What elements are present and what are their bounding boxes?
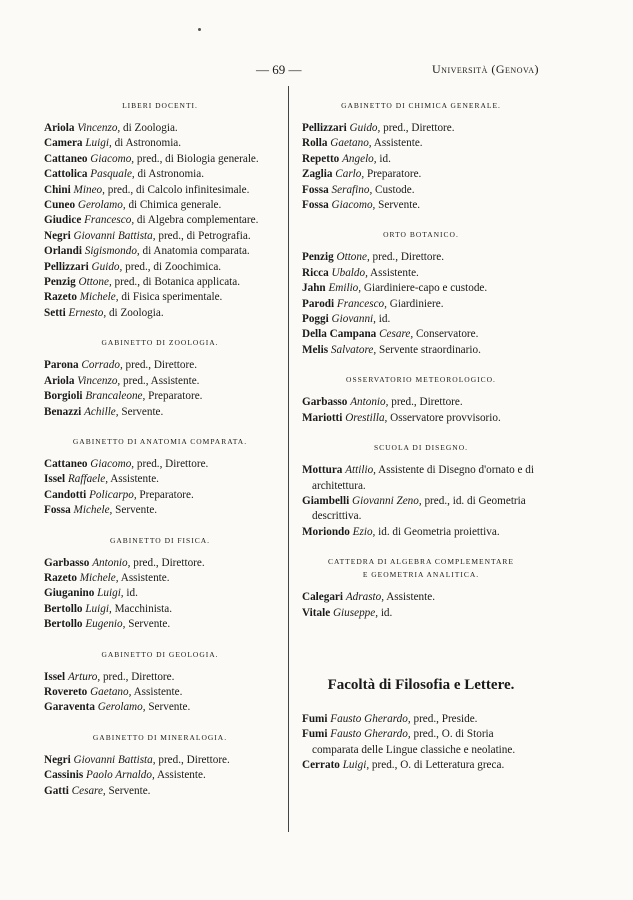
list-item: [44, 685, 276, 700]
entry-surname: Repetto: [302, 152, 340, 165]
entry-given-name: Fausto Gherardo,: [330, 712, 411, 725]
list-item: [44, 768, 276, 783]
list-item: [44, 358, 276, 373]
list-item: [44, 167, 276, 182]
list-item: [44, 405, 276, 420]
list-item: [44, 700, 276, 715]
entry-role: Servente.: [125, 618, 171, 631]
list-item: [44, 374, 276, 389]
entry-surname: Cattaneo: [44, 152, 88, 165]
entry-surname: Benazzi: [44, 405, 82, 418]
section-gap: [44, 420, 276, 436]
list-item: [302, 758, 540, 773]
faculty-title: Facoltà di Filosofia e Lettere.: [327, 676, 515, 693]
list-item: [302, 494, 540, 525]
right-column: [302, 100, 540, 774]
entry-surname: Fossa: [302, 183, 329, 196]
list-item: [302, 250, 540, 265]
entry-surname: Negri: [44, 229, 71, 242]
list-item: [302, 136, 540, 151]
entry-surname: Rolla: [302, 137, 328, 150]
entry-role: id.: [375, 313, 391, 326]
entry-given-name: Luigi,: [97, 587, 124, 600]
entry-given-name: Ernesto,: [68, 306, 107, 319]
section-title: GABINETTO DI MINERALOGIA.: [92, 732, 228, 742]
entry-surname: Rovereto: [44, 685, 88, 698]
list-item: [44, 457, 276, 472]
entry-role: pred., O. di Letteratura greca.: [369, 759, 505, 772]
entry-role: pred., Direttore.: [380, 122, 455, 134]
entry-surname: Candotti: [44, 488, 87, 501]
left-column: [44, 100, 276, 799]
entry-role: Macchinista.: [111, 602, 173, 615]
entry-role: pred., O. di Storia comparata delle Lingue classiche e neolatine.: [312, 728, 516, 756]
entry-given-name: Vincenzo,: [77, 374, 121, 387]
entry-surname: Ariola: [44, 122, 75, 134]
entry-surname: Giambelli: [302, 494, 350, 507]
list-item: [44, 213, 276, 228]
entry-given-name: Antonio,: [350, 396, 389, 409]
list-item: [44, 136, 276, 151]
entry-surname: Bertollo: [44, 602, 83, 615]
entry-given-name: Paolo Arnaldo,: [85, 769, 155, 782]
entry-role: pred., Assistente.: [120, 374, 200, 387]
list-item: [302, 198, 540, 213]
entry-role: di Anatomia comparata.: [139, 245, 250, 258]
section-title: LIBERI DOCENTI.: [122, 101, 198, 110]
entry-surname: Cerrato: [302, 759, 340, 772]
entry-given-name: Achille,: [84, 405, 119, 418]
entry-given-name: Giovanni Battista,: [73, 229, 156, 242]
entry-given-name: Francesco,: [84, 214, 135, 227]
entry-surname: Chini: [44, 183, 71, 196]
entry-surname: Camera: [44, 137, 83, 150]
entry-role: pred., Direttore.: [388, 396, 463, 409]
faculty-spacer: [302, 621, 540, 677]
list-item: [302, 281, 540, 296]
entry-role: pred., Direttore.: [122, 359, 197, 372]
entry-role: Assistente.: [154, 769, 206, 782]
entry-role: Servente.: [118, 405, 164, 418]
list-item: [302, 167, 540, 182]
entry-role: pred., id. di Geometria descrittiva.: [312, 494, 526, 523]
entry-role: Osservatore provvisorio.: [387, 411, 501, 424]
entry-role: pred., Direttore.: [130, 556, 205, 569]
list-item: [302, 712, 540, 727]
section-title: GABINETTO DI ANATOMIA COMPARATA.: [72, 436, 248, 446]
entry-role: di Astronomia.: [111, 137, 182, 150]
entry-role: pred., Direttore.: [100, 670, 175, 683]
list-item: [44, 784, 276, 799]
entry-surname: Cuneo: [44, 199, 76, 212]
section-title: SCUOLA DI DISEGNO.: [373, 443, 469, 453]
entry-role: pred., di Botanica applicata.: [111, 276, 241, 289]
entry-given-name: Luigi,: [85, 137, 112, 150]
entry-role: Preparatore.: [364, 168, 422, 181]
list-item: [302, 395, 540, 410]
list-item: [44, 389, 276, 404]
entry-given-name: Giacomo,: [90, 457, 135, 470]
entry-surname: Issel: [44, 473, 66, 486]
entry-given-name: Emilio,: [328, 282, 362, 295]
entry-role: Assistente.: [108, 473, 159, 486]
entry-given-name: Mineo,: [73, 183, 105, 196]
section-title: OSSERVATORIO METEOROLOGICO.: [346, 375, 496, 385]
entry-given-name: Arturo,: [67, 670, 101, 683]
entry-role: pred., di Zoochimica.: [122, 260, 222, 273]
list-item: [302, 297, 540, 312]
list-item: [44, 275, 276, 290]
list-item: [302, 525, 540, 540]
entry-role: Giardiniere-capo e custode.: [361, 282, 488, 295]
entry-role: Servente.: [375, 199, 421, 212]
entry-surname: Cattolica: [44, 168, 88, 181]
entry-surname: Ricca: [302, 266, 329, 279]
entry-role: pred., Preside.: [410, 712, 478, 725]
list-item: [44, 571, 276, 586]
entry-given-name: Giuseppe,: [332, 606, 379, 619]
entry-given-name: Salvatore,: [330, 343, 377, 356]
entry-surname: Jahn: [302, 282, 326, 295]
entry-given-name: Eugenio,: [85, 618, 126, 631]
entry-given-name: Carlo,: [335, 168, 365, 181]
entry-role: di Zoologia.: [106, 306, 164, 319]
entry-given-name: Orestilla,: [345, 411, 388, 424]
entry-given-name: Giacomo,: [90, 152, 135, 165]
entry-surname: Cattaneo: [44, 457, 88, 470]
section-title: CATTEDRA DI ALGEBRA COMPLEMENTARE: [328, 557, 514, 567]
list-item: [302, 606, 540, 621]
entry-given-name: Giovanni Battista,: [73, 753, 156, 766]
list-item: [44, 198, 276, 213]
entry-surname: Garaventa: [44, 701, 95, 714]
entry-given-name: Sigismondo,: [84, 245, 140, 258]
list-item: [302, 590, 540, 605]
entry-given-name: Ottone,: [336, 251, 370, 264]
entry-surname: Fossa: [302, 199, 329, 212]
entry-surname: Parona: [44, 359, 79, 372]
running-title: Università (Genova): [432, 62, 540, 76]
entry-role: pred., di Petrografia.: [155, 229, 251, 242]
page-number: — 69 —: [256, 62, 302, 77]
list-item: [302, 121, 540, 136]
entry-surname: Ariola: [44, 374, 75, 387]
entry-surname: Fumi: [302, 712, 328, 725]
page-header: [0, 62, 633, 82]
list-item: [302, 343, 540, 358]
entry-role: Giardiniere.: [386, 297, 444, 310]
list-item: [302, 727, 540, 758]
entry-surname: Della Campana: [302, 328, 377, 341]
entry-given-name: Fausto Gherardo,: [330, 728, 411, 741]
list-item: [44, 586, 276, 601]
entry-given-name: Antonio,: [92, 556, 131, 569]
entry-surname: Cassinis: [44, 769, 84, 782]
entry-surname: Parodi: [302, 297, 335, 310]
section-gap: [302, 213, 540, 229]
list-item: [44, 753, 276, 768]
list-item: [44, 183, 276, 198]
entry-given-name: Giovanni Zeno,: [352, 494, 422, 507]
entry-role: id.: [123, 587, 138, 600]
section-title: GABINETTO DI ZOOLOGIA.: [101, 338, 219, 348]
entry-role: Preparatore.: [136, 488, 194, 501]
entry-surname: Pellizzari: [44, 260, 89, 273]
column-divider: [288, 86, 289, 832]
entry-role: pred., di Calcolo infinitesimale.: [104, 183, 250, 196]
entry-role: Preparatore.: [145, 390, 203, 403]
entry-surname: Bertollo: [44, 618, 83, 631]
list-item: [44, 503, 276, 518]
entry-surname: Calegari: [302, 591, 344, 604]
entry-given-name: Michele,: [73, 504, 113, 517]
section-gap: [44, 519, 276, 535]
entry-given-name: Guido,: [91, 260, 123, 273]
entry-surname: Penzig: [302, 251, 334, 264]
section-title: ORTO BOTANICO.: [383, 230, 459, 240]
entry-role: pred., Direttore.: [369, 251, 444, 264]
list-item: [302, 327, 540, 342]
entry-role: di Fisica sperimentale.: [118, 291, 223, 304]
list-item: [302, 183, 540, 198]
entry-surname: Setti: [44, 306, 66, 319]
entry-given-name: Gerolamo,: [77, 199, 126, 212]
entry-surname: Penzig: [44, 276, 76, 289]
entry-given-name: Ottone,: [78, 276, 112, 289]
list-item: [302, 463, 540, 494]
entry-given-name: Attilio,: [345, 464, 376, 477]
entry-given-name: Pasquale,: [90, 168, 135, 181]
entry-role: Assistente.: [118, 571, 170, 584]
entry-role: di Astronomia.: [134, 168, 205, 181]
entry-given-name: Luigi,: [342, 759, 370, 772]
entry-role: di Algebra complementare.: [134, 214, 259, 227]
entry-surname: Poggi: [302, 313, 329, 326]
entry-given-name: Cesare,: [379, 328, 414, 341]
list-item: [44, 488, 276, 503]
entry-given-name: Michele,: [79, 291, 119, 304]
list-item: [44, 290, 276, 305]
entry-surname: Borgioli: [44, 390, 83, 403]
entry-role: Assistente di Disegno d'ornato e di architettura.: [312, 464, 534, 492]
list-item: [44, 152, 276, 167]
entry-given-name: Cesare,: [71, 784, 106, 797]
entry-surname: Garbasso: [44, 556, 90, 569]
entry-given-name: Policarpo,: [89, 488, 137, 501]
list-item: [44, 556, 276, 571]
list-item: [44, 670, 276, 685]
list-item: [44, 306, 276, 321]
entry-given-name: Vincenzo,: [77, 122, 121, 134]
entry-role: Assistente.: [131, 685, 183, 698]
entry-role: Servente.: [112, 504, 158, 517]
entry-given-name: Michele,: [79, 571, 119, 584]
list-item: [302, 312, 540, 327]
entry-surname: Moriondo: [302, 525, 350, 538]
entry-given-name: Raffaele,: [67, 473, 109, 486]
entry-surname: Vitale: [302, 606, 331, 619]
entry-given-name: Corrado,: [81, 359, 123, 372]
entry-surname: Fumi: [302, 728, 328, 741]
section-title: GABINETTO DI FISICA.: [109, 535, 211, 545]
section-gap: [44, 321, 276, 337]
entry-given-name: Guido,: [349, 122, 381, 134]
entry-surname: Fossa: [44, 504, 71, 517]
entry-role: Assistente.: [384, 591, 436, 604]
entry-role: di Zoologia.: [120, 122, 178, 134]
entry-given-name: Adrasto,: [345, 591, 385, 604]
entry-surname: Pellizzari: [302, 122, 347, 134]
entry-surname: Razeto: [44, 291, 77, 304]
entry-surname: Issel: [44, 670, 66, 683]
entry-role: Assistente.: [367, 266, 419, 279]
section-gap: [44, 716, 276, 732]
entry-surname: Zaglia: [302, 168, 333, 181]
entry-role: Servente straordinario.: [376, 343, 481, 356]
entry-given-name: Giacomo,: [331, 199, 376, 212]
section-title: GABINETTO DI GEOLOGIA.: [101, 649, 219, 659]
section-gap: [302, 358, 540, 374]
section-gap: [302, 426, 540, 442]
entry-surname: Negri: [44, 753, 71, 766]
entry-role: pred., Direttore.: [134, 457, 209, 470]
list-item: [44, 617, 276, 632]
list-item: [302, 152, 540, 167]
entry-surname: Mariotti: [302, 411, 343, 424]
list-item: [44, 472, 276, 487]
list-item: [44, 260, 276, 275]
list-item: [44, 229, 276, 244]
entry-role: Custode.: [372, 183, 415, 196]
entry-surname: Orlandi: [44, 245, 82, 258]
entry-surname: Giuganino: [44, 587, 95, 600]
entry-role: id. di Geometria proiettiva.: [375, 525, 500, 538]
entry-role: Conservatore.: [413, 328, 479, 341]
entry-given-name: Brancaleone,: [85, 390, 146, 403]
list-item: [44, 244, 276, 259]
entry-role: pred., Direttore.: [155, 753, 230, 766]
entry-role: di Chimica generale.: [125, 199, 222, 212]
entry-given-name: Luigi,: [85, 602, 112, 615]
entry-surname: Mottura: [302, 464, 343, 477]
entry-given-name: Francesco,: [336, 297, 387, 310]
entry-surname: Melis: [302, 343, 329, 356]
section-title-line2: E GEOMETRIA ANALITICA.: [362, 570, 480, 580]
list-item: [302, 411, 540, 426]
entry-role: pred., di Biologia generale.: [134, 152, 259, 165]
entry-given-name: Ubaldo,: [331, 266, 368, 279]
entry-surname: Gatti: [44, 784, 69, 797]
speck: [198, 28, 201, 31]
entry-given-name: Gaetano,: [330, 137, 372, 150]
entry-given-name: Gaetano,: [90, 685, 132, 698]
list-item: [44, 121, 276, 136]
entry-role: id.: [378, 606, 393, 619]
entry-surname: Giudice: [44, 214, 82, 227]
entry-given-name: Ezio,: [352, 525, 376, 538]
entry-role: id.: [376, 152, 391, 165]
entry-surname: Razeto: [44, 571, 77, 584]
list-item: [302, 266, 540, 281]
entry-given-name: Angelo,: [342, 152, 377, 165]
section-title: GABINETTO DI CHIMICA GENERALE.: [341, 101, 501, 110]
entry-role: Servente.: [145, 701, 191, 714]
entry-role: Assistente.: [371, 137, 423, 150]
entry-role: Servente.: [105, 784, 151, 797]
section-gap: [44, 633, 276, 649]
entry-given-name: Serafino,: [331, 183, 373, 196]
entry-surname: Garbasso: [302, 396, 348, 409]
list-item: [44, 602, 276, 617]
section-gap: [302, 540, 540, 556]
entry-given-name: Giovanni,: [331, 313, 376, 326]
entry-given-name: Gerolamo,: [97, 701, 146, 714]
